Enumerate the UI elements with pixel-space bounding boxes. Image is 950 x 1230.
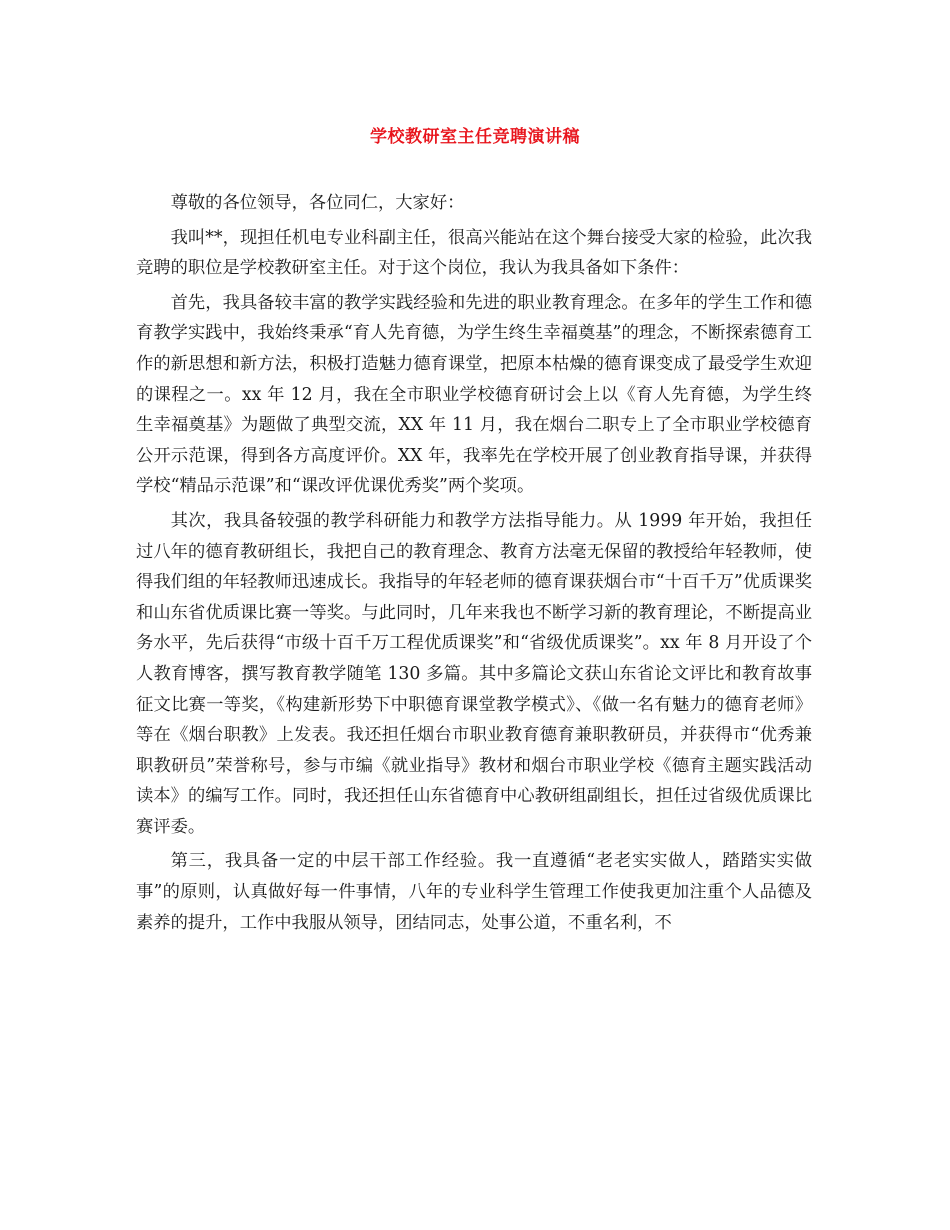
document-body bbox=[136, 188, 812, 942]
document-title: 学校教研室主任竞聘演讲稿 bbox=[370, 127, 580, 147]
paragraph-first-qualification: 首先，我具备较丰富的教学实践经验和先进的职业教育理念。在多年的学生工作和德育教学实践中，我始终秉承“育人先育德，为学生终生幸福奠基”的理念，不断探索德育工作的新思想和新方法，积极打造魅力德育课堂，把原本枯燥的德育课变成了最受学生欢迎的课程之一。xx 年 12 月，我在全市职业学校德育研讨会上以《育人先育德，为学生终生幸福奠基》为题做了典型交流，XX 年 11 月，我在烟台二职专上了全市职业学校德育公开示范课，得到各方高度评价。XX 年，我率先在学校开展了创业教育指导课，并获得学校“精品示范课”和“课改评优课优秀奖”两个奖项。 bbox=[136, 292, 812, 497]
paragraph-introduction: 我叫**，现担任机电专业科副主任，很高兴能站在这个舞台接受大家的检验，此次我竞聘的职位是学校教研室主任。对于这个岗位，我认为我具备如下条件： bbox=[136, 227, 812, 279]
paragraph-third-qualification: 第三，我具备一定的中层干部工作经验。我一直遵循“老老实实做人，踏踏实实做事”的原则，认真做好每一件事情，八年的专业科学生管理工作使我更加注重个人品德及素养的提升，工作中我服从领导，团结同志，处事公道，不重名利，不 bbox=[136, 851, 812, 933]
paragraph-greeting: 尊敬的各位领导，各位同仁，大家好： bbox=[170, 193, 465, 213]
paragraph-second-qualification: 其次，我具备较强的教学科研能力和教学方法指导能力。从 1999 年开始，我担任过八年的德育教研组长，我把自己的教育理念、教育方法毫无保留的教授给年轻教师，使得我们组的年轻教师迅速成长。我指导的年轻老师的德育课获烟台市“十百千万”优质课奖和山东省优质课比赛一等奖。与此同时，几年来我也不断学习新的教育理论，不断提高业务水平，先后获得“市级十百千万工程优质课奖”和“省级优质课奖”。xx 年 8 月开设了个人教育博客，撰写教育教学随笔 130 多篇。其中多篇论文获山东省论文评比和教育故事征文比赛一等奖，《构建新形势下中职德育课堂教学模式》、《做一名有魅力的德育老师》等在《烟台职教》上发表。我还担任烟台市职业教育德育兼职教研员，并获得市“优秀兼职教研员”荣誉称号，参与市编《就业指导》教材和烟台市职业学校《德育主题实践活动读本》的编写工作。同时，我还担任山东省德育中心教研组副组长，担任过省级优质课比赛评委。 bbox=[136, 510, 812, 837]
